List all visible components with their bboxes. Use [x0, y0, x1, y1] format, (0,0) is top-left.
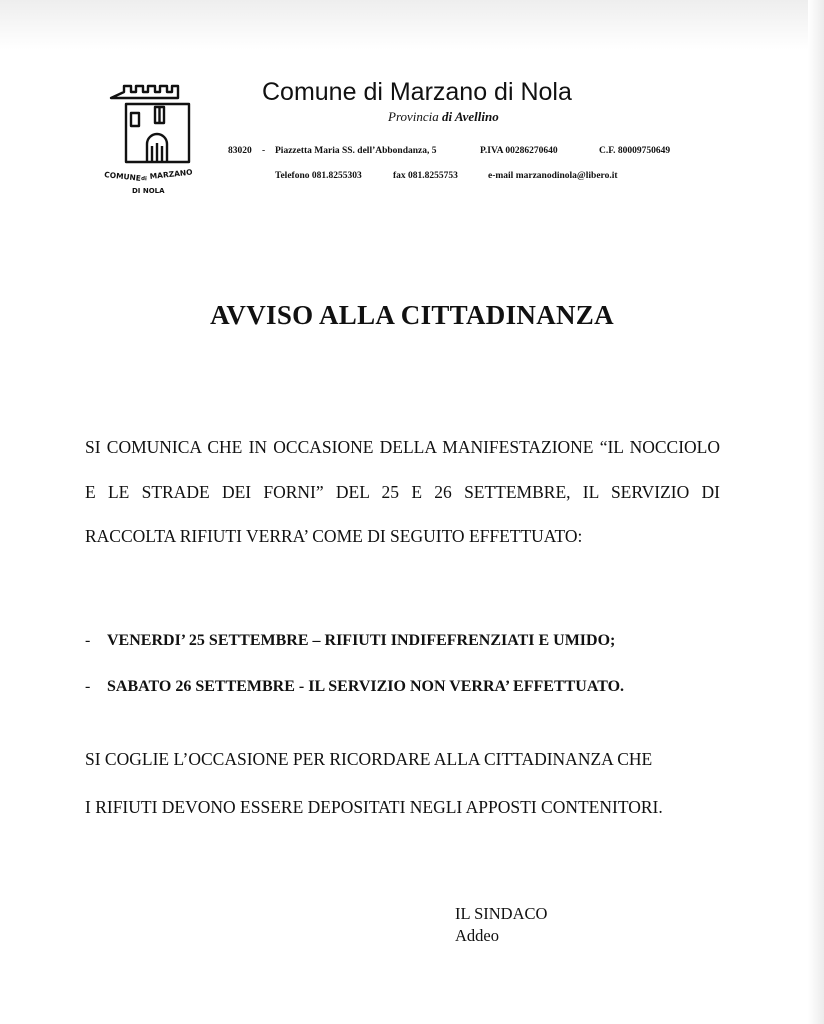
svg-text:DI NOLA: DI NOLA	[132, 187, 165, 195]
reminder-line-2: I RIFIUTI DEVONO ESSERE DEPOSITATI NEGLI APPOSTI CONTENITORI.	[85, 797, 663, 817]
svg-text:COMUNE: COMUNE	[103, 170, 142, 183]
signatory-name: Addeo	[455, 926, 499, 945]
signature-block	[455, 903, 547, 947]
province-line	[388, 109, 499, 125]
province-prefix: Provincia	[388, 109, 439, 124]
phone-number: Telefono 081.8255303	[275, 171, 362, 181]
signatory-role: IL SINDACO	[455, 904, 548, 923]
svg-text:di: di	[140, 176, 148, 183]
schedule-item-text: VENERDI’ 25 SETTEMBRE – RIFIUTI INDIFEFRENZIATI E UMIDO;	[107, 632, 616, 649]
svg-text:MARZANO: MARZANO	[149, 167, 193, 181]
province-name: di Avellino	[442, 109, 499, 124]
municipal-seal-logo	[98, 80, 208, 198]
vat-number: P.IVA 00286270640	[480, 146, 558, 156]
email-address: e-mail marzanodinola@libero.it	[488, 171, 618, 181]
notice-intro: SI COMUNICA CHE IN OCCASIONE DELLA MANIFESTAZIONE “IL NOCCIOLO E LE STRADE DEI FORNI” DEL 25 E 26 SETTEMBRE, IL SERVIZIO DI RACCOLTA RIFIUTI VERRA’ COME DI SEGUITO EFFETTUATO:	[85, 437, 720, 546]
list-bullet: -	[85, 632, 91, 649]
reminder-line-1: SI COGLIE L’OCCASIONE PER RICORDARE ALLA CITTADINANZA CHE	[85, 749, 653, 769]
postal-code: 83020	[228, 146, 252, 156]
street-address: Piazzetta Maria SS. dell’Abbondanza, 5	[275, 146, 437, 156]
tax-code: C.F. 80009750649	[599, 146, 671, 156]
notice-reminder	[85, 735, 725, 831]
fax-number: fax 081.8255753	[393, 171, 458, 181]
schedule-item-text: SABATO 26 SETTEMBRE - IL SERVIZIO NON VERRA’ EFFETTUATO.	[107, 678, 625, 695]
list-bullet: -	[85, 678, 91, 695]
organization-name: Comune di Marzano di Nola	[262, 78, 572, 106]
notice-title: AVVISO ALLA CITTADINANZA	[210, 300, 614, 330]
address-separator: -	[262, 146, 266, 156]
